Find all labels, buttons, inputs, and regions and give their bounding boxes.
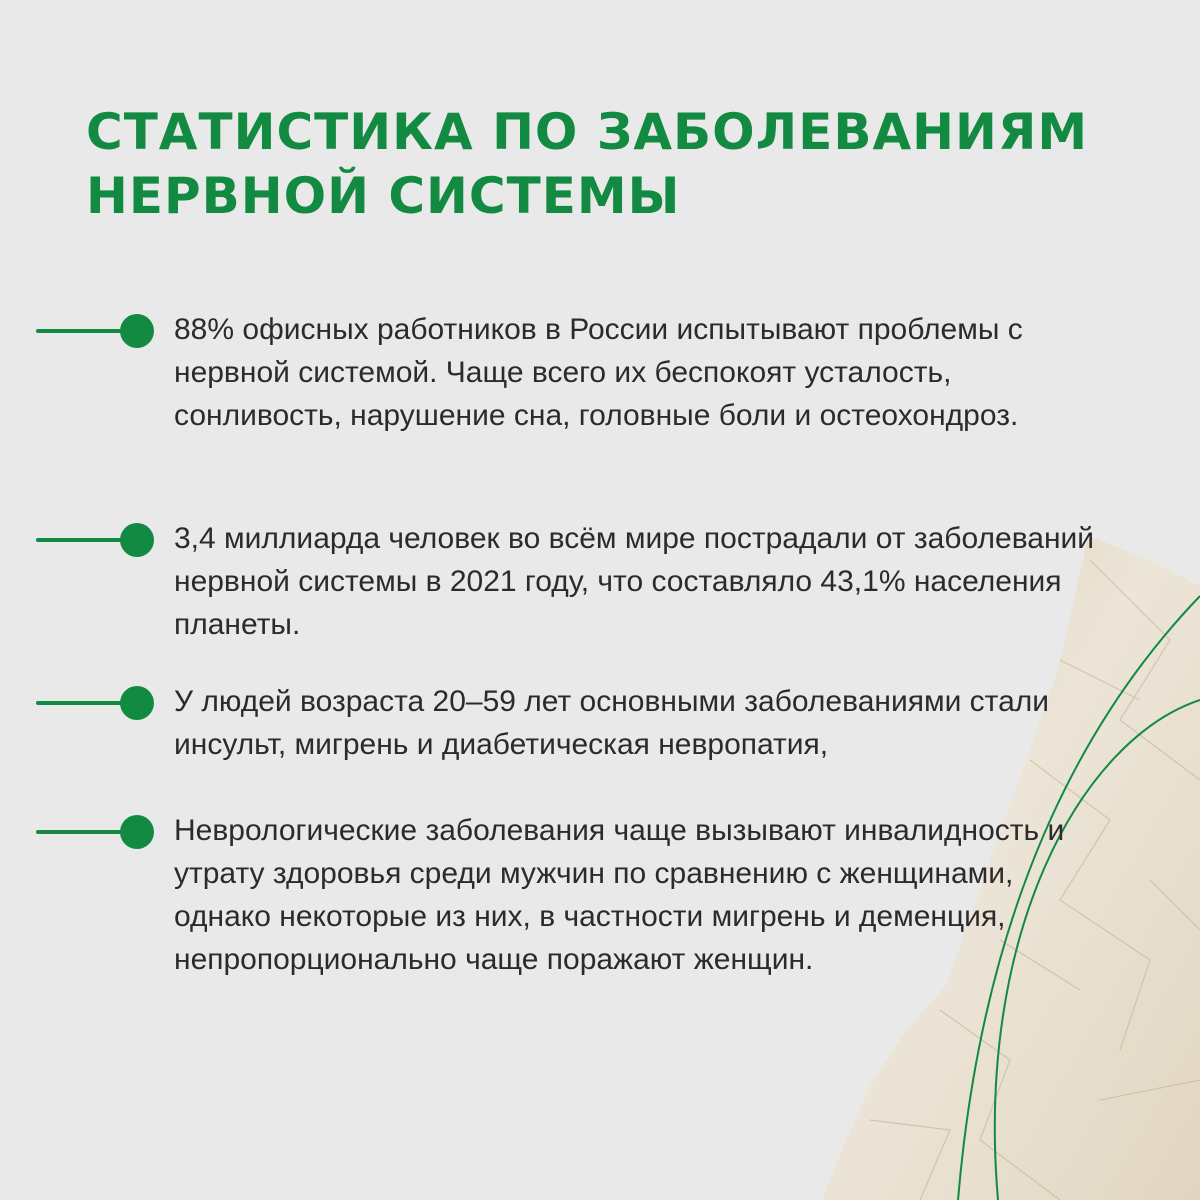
bullet-marker: [36, 815, 152, 849]
list-item-text: 3,4 миллиарда человек во всём мире пострадали от заболеваний нервной системы в 2021 году, что составляло 43,1% населения планеты.: [174, 522, 1095, 641]
title-line-1: СТАТИСТИКА ПО ЗАБОЛЕВАНИЯМ: [86, 103, 1089, 161]
list-item-text: У людей возраста 20–59 лет основными заболеваниями стали инсульт, мигрень и диабетическая невропатия,: [174, 685, 1050, 761]
title-line-2: НЕРВНОЙ СИСТЕМЫ: [86, 167, 681, 225]
page-title: [86, 100, 1146, 228]
bullet-dot: [120, 815, 154, 849]
bullet-marker: [36, 523, 152, 557]
bullet-dot: [120, 314, 154, 348]
bullet-dot: [120, 523, 154, 557]
list-item-text: Неврологические заболевания чаще вызывают инвалидность и утрату здоровья среди мужчин по сравнению с женщинами, однако некоторые из них, в частности мигрень и деменция, непропорционально чаще поражают женщин.: [174, 814, 1065, 976]
bullet-dot: [120, 686, 154, 720]
bullet-marker: [36, 686, 152, 720]
bullet-marker: [36, 314, 152, 348]
list-item-text: 88% офисных работников в России испытывают проблемы с нервной системой. Чаще всего их беспокоят усталость, сонливость, нарушение сна, головные боли и остеохондроз.: [174, 313, 1023, 432]
